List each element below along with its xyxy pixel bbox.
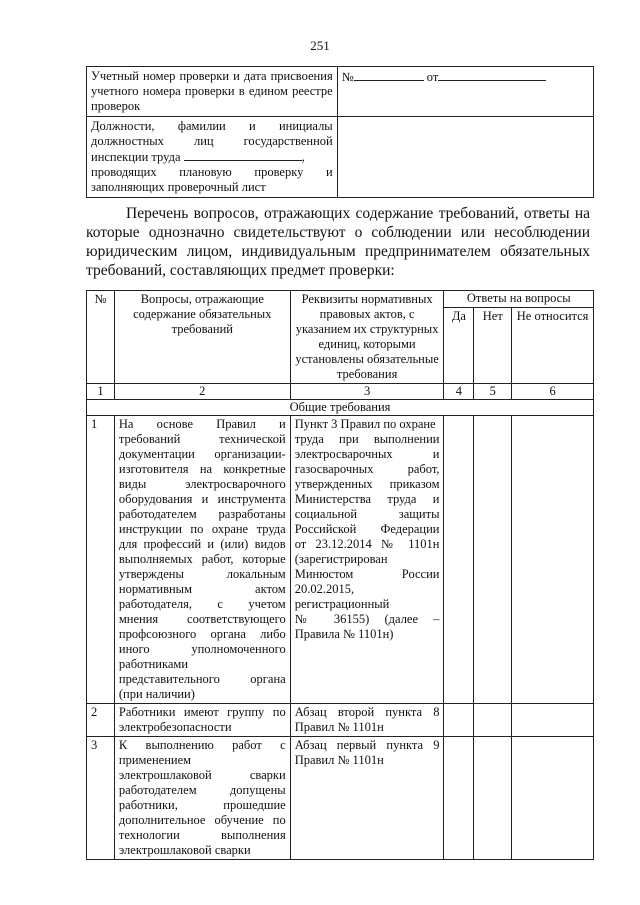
question-line: профсоюзного органа либо: [118, 627, 286, 641]
answer-yes-cell[interactable]: [444, 737, 474, 860]
question-line: применением: [118, 753, 192, 767]
requisite-line: газосварочных работ,: [294, 462, 440, 476]
question-line: выполняемых работ, которые: [118, 552, 286, 566]
answer-no-cell[interactable]: [474, 737, 512, 860]
question-line: мнения соответствующего: [118, 612, 286, 626]
question-line: работниками: [118, 657, 189, 671]
requisite-line: Российской Федерации: [294, 522, 440, 536]
question-cell: [114, 737, 290, 860]
requisite-line: Минюстом России: [294, 567, 440, 581]
header-yes: Да: [444, 308, 474, 384]
question-cell: [114, 416, 290, 704]
question-line: работодателем допущены: [118, 783, 286, 797]
requisite-line: Министерства труда и: [294, 492, 440, 506]
row-number: 2: [87, 704, 115, 737]
requisite-line: Абзац первый пункта 9: [294, 738, 440, 752]
requisite-cell: [290, 416, 444, 704]
inspectors-label: [87, 117, 338, 198]
requisite-line: Правил № 1101н: [294, 753, 384, 767]
question-line: виды электросварочного: [118, 477, 286, 491]
question-line: технологии выполнения: [118, 828, 286, 842]
number-prefix: №: [341, 70, 354, 84]
header-num: №: [87, 291, 115, 384]
column-number: 4: [444, 384, 474, 400]
requisite-line: труда при выполнении: [294, 432, 440, 446]
page-number: 251: [310, 38, 330, 53]
question-line: утверждены локальным: [118, 567, 286, 581]
inspectors-label-line: должностных лиц государственной: [91, 134, 333, 148]
answer-not-applicable-cell[interactable]: [512, 704, 594, 737]
requisite-line: Абзац второй пункта 8: [294, 705, 440, 719]
question-line: представительного органа: [118, 672, 286, 686]
inspectors-label-line: инспекции труда ,: [91, 150, 305, 164]
registration-number-field: [337, 67, 593, 117]
table-row: [87, 737, 594, 860]
question-line: работодателя, с учетом: [118, 597, 286, 611]
requisite-line: социальной защиты: [294, 507, 440, 521]
question-cell: [114, 704, 290, 737]
requisite-line: Пункт 3 Правил по охране: [294, 417, 436, 431]
from-label: от: [426, 70, 439, 84]
inspectors-label-line: Должности, фамилии и инициалы: [91, 119, 333, 133]
section-title: Общие требования: [87, 400, 594, 416]
row-number: 1: [87, 416, 115, 704]
requisite-line: Правила № 1101н): [294, 627, 394, 641]
requisite-line: электросварочных и: [294, 447, 440, 461]
header-no: Нет: [474, 308, 512, 384]
requisite-line: от 23.12.2014 № 1101н: [294, 537, 440, 551]
question-line: иного уполномоченного: [118, 642, 286, 656]
question-line: инструкции по охране труда: [118, 522, 286, 536]
header-questions: Вопросы, отражающие содержание обязательных требований: [114, 291, 290, 384]
table-row: [87, 416, 594, 704]
inspectors-label-line: проводящих плановую проверку и: [91, 165, 333, 179]
requisite-line: № 36155) (далее –: [294, 612, 440, 626]
question-line: На основе Правил и: [118, 417, 286, 431]
registration-number-label: Учетный номер проверки и дата присвоения учетного номера проверки в едином реестре проверок: [87, 67, 338, 117]
question-line: работодателем разработаны: [118, 507, 286, 521]
answer-no-cell[interactable]: [474, 416, 512, 704]
question-line: дополнительное обучение по: [118, 813, 286, 827]
header-not-applicable: Не относится: [512, 308, 594, 384]
question-line: К выполнению работ с: [118, 738, 286, 752]
column-number: 6: [512, 384, 594, 400]
question-line: документации организации-: [118, 447, 286, 461]
column-number: 3: [290, 384, 444, 400]
question-line: работники, прошедшие: [118, 798, 286, 812]
requisite-line: (зарегистрирован: [294, 552, 388, 566]
inspectors-label-line: заполняющих проверочный лист: [91, 180, 266, 194]
question-line: изготовителя на конкретные: [118, 462, 286, 476]
requisite-line: Правил № 1101н: [294, 720, 384, 734]
question-line: электрошлаковой сварки: [118, 843, 251, 857]
answer-not-applicable-cell[interactable]: [512, 416, 594, 704]
column-number: 2: [114, 384, 290, 400]
answer-not-applicable-cell[interactable]: [512, 737, 594, 860]
question-line: электрошлаковой сварки: [118, 768, 286, 782]
table-row: [87, 704, 594, 737]
question-line: Работники имеют группу по: [118, 705, 286, 719]
requisite-line: 20.02.2015,: [294, 582, 355, 596]
inspectors-field: [337, 117, 593, 198]
row-number: 3: [87, 737, 115, 860]
header-requisites: Реквизиты нормативных правовых актов, с указанием их структурных единиц, которыми установлены обязательные требования: [290, 291, 444, 384]
question-line: нормативным актом: [118, 582, 286, 596]
question-line: электробезопасности: [118, 720, 232, 734]
question-line: требований технической: [118, 432, 286, 446]
requisite-line: регистрационный: [294, 597, 390, 611]
requisite-cell: [290, 737, 444, 860]
header-answers: Ответы на вопросы: [444, 291, 594, 308]
requisite-cell: [290, 704, 444, 737]
answer-yes-cell[interactable]: [444, 704, 474, 737]
checklist-intro: Перечень вопросов, отражающих содержание требований, ответы на которые однозначно свидетельствуют о соблюдении или несоблюдении юридическим лицом, индивидуальным предпринимателем обязательных требований, составляющих предмет проверки:: [86, 205, 590, 279]
inspection-info-table: [86, 66, 594, 198]
question-line: для профессий и (или) видов: [118, 537, 286, 551]
checklist-table: [86, 290, 594, 860]
answer-no-cell[interactable]: [474, 704, 512, 737]
answer-yes-cell[interactable]: [444, 416, 474, 704]
question-line: оборудования и инструмента: [118, 492, 286, 506]
question-line: (при наличии): [118, 687, 195, 701]
column-number: 1: [87, 384, 115, 400]
requisite-line: утвержденных приказом: [294, 477, 440, 491]
column-number: 5: [474, 384, 512, 400]
